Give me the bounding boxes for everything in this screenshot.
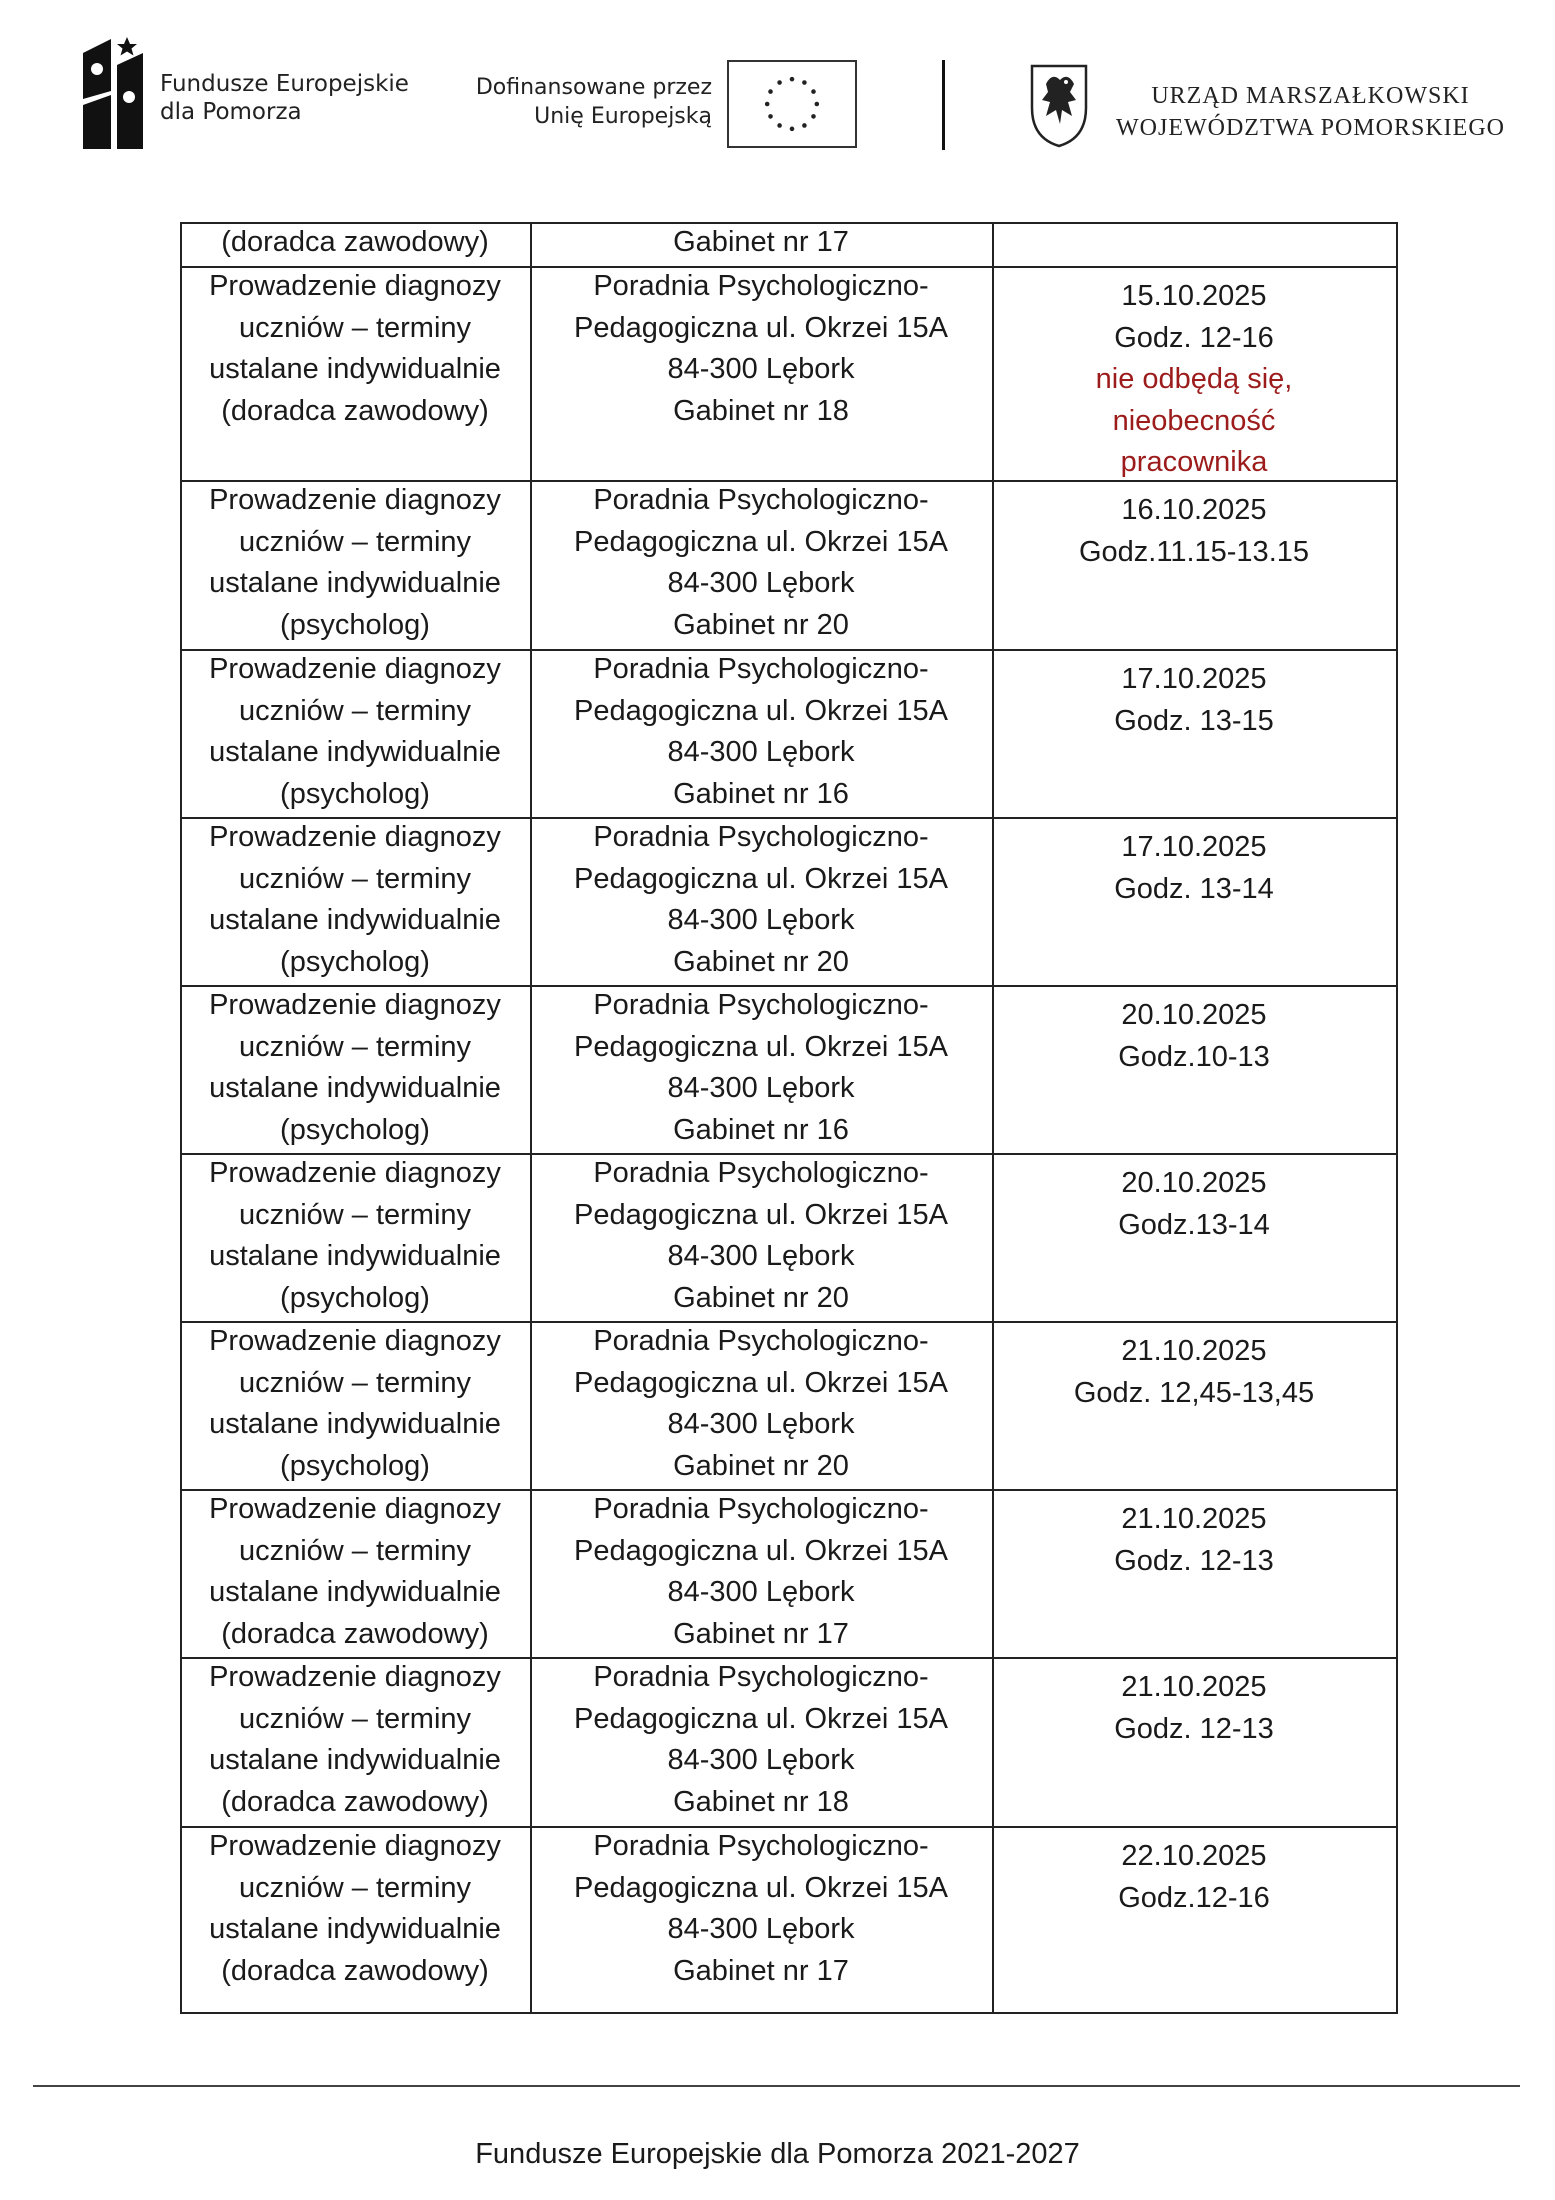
- activity-cell-line: Prowadzenie diagnozy: [209, 484, 501, 516]
- location-cell: [530, 1321, 992, 1487]
- activity-cell-line: ustalane indywidualnie: [209, 1576, 501, 1608]
- activity-cell-line: (psycholog): [280, 1281, 430, 1314]
- umwp-text: [1108, 80, 1513, 144]
- header-separator: [942, 60, 945, 150]
- location-cell: [530, 266, 992, 432]
- activity-cell: [180, 1826, 530, 1992]
- location-cell: [530, 817, 992, 983]
- fe-logo-text: [160, 70, 409, 126]
- date-cell: [992, 1667, 1396, 1750]
- date-cell: [992, 1836, 1396, 1919]
- activity-cell: [180, 1321, 530, 1487]
- date-cell-line: 20.10.2025: [1121, 1167, 1267, 1199]
- activity-cell: [180, 266, 530, 432]
- date-cell: [992, 827, 1396, 910]
- date-cell: [992, 1163, 1396, 1246]
- location-cell-line: Gabinet nr 18: [673, 1785, 849, 1818]
- location-cell-line: 84-300 Lębork: [667, 353, 855, 385]
- activity-cell: [180, 817, 530, 983]
- location-cell-line: Pedagogiczna ul. Okrzei 15A: [574, 1534, 948, 1567]
- eu-star: [802, 80, 807, 85]
- location-cell-line: Pedagogiczna ul. Okrzei 15A: [574, 1366, 948, 1399]
- activity-cell: [180, 649, 530, 815]
- location-cell: [530, 1489, 992, 1655]
- location-cell-line: Gabinet nr 18: [673, 394, 849, 427]
- location-cell-line: Pedagogiczna ul. Okrzei 15A: [574, 1871, 948, 1904]
- location-cell-line: Gabinet nr 20: [673, 1281, 849, 1314]
- fe-logo-icon: [83, 35, 145, 153]
- location-cell-line: 84-300 Lębork: [667, 736, 855, 768]
- activity-cell: [180, 1153, 530, 1319]
- location-cell-line: Pedagogiczna ul. Okrzei 15A: [574, 525, 948, 558]
- date-cell-line: Godz. 13-14: [1114, 872, 1274, 905]
- location-cell-line: Poradnia Psychologiczno-: [593, 821, 929, 853]
- eu-star: [777, 80, 782, 85]
- date-cell-line: 22.10.2025: [1121, 1840, 1267, 1872]
- location-cell-line: Poradnia Psychologiczno-: [593, 1493, 929, 1525]
- activity-cell-line: uczniów – terminy: [238, 694, 472, 727]
- location-cell: [530, 222, 992, 264]
- date-cell-line: 16.10.2025: [1121, 494, 1267, 526]
- location-cell-line: Poradnia Psychologiczno-: [593, 1325, 929, 1357]
- location-cell: [530, 1826, 992, 1992]
- activity-cell-line: ustalane indywidualnie: [209, 1913, 501, 1945]
- location-cell-line: 84-300 Lębork: [667, 1576, 855, 1608]
- location-cell-line: Pedagogiczna ul. Okrzei 15A: [574, 862, 948, 895]
- location-cell-line: Gabinet nr 16: [673, 1113, 849, 1146]
- activity-cell-line: Prowadzenie diagnozy: [209, 270, 501, 302]
- eu-star: [790, 77, 795, 82]
- activity-cell-line: Prowadzenie diagnozy: [209, 821, 501, 853]
- activity-cell-line: ustalane indywidualnie: [209, 1072, 501, 1104]
- activity-cell-line: (psycholog): [280, 1113, 430, 1146]
- table-column-border: [1396, 222, 1398, 2014]
- activity-cell: [180, 1489, 530, 1655]
- location-cell-line: 84-300 Lębork: [667, 904, 855, 936]
- location-cell-line: 84-300 Lębork: [667, 567, 855, 599]
- eu-flag-icon: [727, 60, 857, 148]
- eu-star: [811, 89, 816, 94]
- activity-cell-line: (psycholog): [280, 945, 430, 978]
- activity-cell-line: uczniów – terminy: [238, 1702, 472, 1735]
- date-cell: [992, 1499, 1396, 1582]
- eu-star: [815, 102, 820, 107]
- eu-star: [811, 114, 816, 119]
- activity-cell-line: (psycholog): [280, 608, 430, 641]
- eu-line-1: Dofinansowane przez: [475, 75, 712, 100]
- activity-cell: [180, 1657, 530, 1823]
- activity-cell-line: uczniów – terminy: [238, 1534, 472, 1567]
- date-cell-line: 21.10.2025: [1121, 1671, 1267, 1703]
- date-cell: [992, 1331, 1396, 1414]
- location-cell-line: Poradnia Psychologiczno-: [593, 270, 929, 302]
- fe-line-2: dla Pomorza: [160, 99, 302, 125]
- activity-cell-line: (doradca zawodowy): [221, 394, 489, 427]
- date-cell: [992, 490, 1396, 573]
- date-cell-line: Godz.12-16: [1118, 1881, 1270, 1914]
- page-header: [0, 0, 1555, 180]
- location-cell: [530, 1153, 992, 1319]
- activity-cell-line: uczniów – terminy: [238, 1871, 472, 1904]
- location-cell-line: Gabinet nr 17: [673, 1617, 849, 1650]
- location-cell-line: Poradnia Psychologiczno-: [593, 1157, 929, 1189]
- eu-star: [802, 123, 807, 128]
- date-cell-line: 21.10.2025: [1121, 1335, 1267, 1367]
- activity-cell-line: uczniów – terminy: [238, 525, 472, 558]
- eu-line-2: Unię Europejską: [534, 104, 712, 129]
- activity-cell-line: Prowadzenie diagnozy: [209, 1157, 501, 1189]
- activity-cell-line: uczniów – terminy: [238, 311, 472, 344]
- location-cell: [530, 1657, 992, 1823]
- location-cell-line: Pedagogiczna ul. Okrzei 15A: [574, 694, 948, 727]
- location-cell-line: Gabinet nr 17: [673, 1954, 849, 1987]
- location-cell-line: Poradnia Psychologiczno-: [593, 989, 929, 1021]
- activity-cell-line: (doradca zawodowy): [221, 1785, 489, 1818]
- location-cell-line: Pedagogiczna ul. Okrzei 15A: [574, 311, 948, 344]
- activity-cell: [180, 222, 530, 264]
- activity-cell-line: ustalane indywidualnie: [209, 567, 501, 599]
- activity-cell-line: (doradca zawodowy): [221, 1617, 489, 1650]
- date-cell-line: 17.10.2025: [1121, 831, 1267, 863]
- location-cell: [530, 985, 992, 1151]
- date-cell-line: 20.10.2025: [1121, 999, 1267, 1031]
- activity-cell-line: Prowadzenie diagnozy: [209, 1325, 501, 1357]
- cancellation-note: nie odbędą się,: [1095, 363, 1293, 395]
- date-cell-line: Godz. 13-15: [1114, 704, 1274, 737]
- date-cell-line: 15.10.2025: [1121, 280, 1267, 312]
- activity-cell: [180, 985, 530, 1151]
- location-cell-line: Gabinet nr 20: [673, 945, 849, 978]
- date-cell-line: Godz. 12-16: [1114, 321, 1274, 354]
- location-cell-line: Gabinet nr 20: [673, 608, 849, 641]
- location-cell-line: Poradnia Psychologiczno-: [593, 1661, 929, 1693]
- date-cell-line: Godz.10-13: [1118, 1040, 1270, 1073]
- date-cell: [992, 659, 1396, 742]
- location-cell-line: Poradnia Psychologiczno-: [593, 1830, 929, 1862]
- location-cell: [530, 480, 992, 646]
- fe-line-1: Fundusze Europejskie: [160, 71, 409, 97]
- activity-cell-line: Prowadzenie diagnozy: [209, 1661, 501, 1693]
- activity-cell-line: uczniów – terminy: [238, 1198, 472, 1231]
- activity-cell: [180, 480, 530, 646]
- activity-cell-line: Prowadzenie diagnozy: [209, 1493, 501, 1525]
- location-cell-line: Pedagogiczna ul. Okrzei 15A: [574, 1702, 948, 1735]
- eu-star: [790, 127, 795, 132]
- activity-cell-line: Prowadzenie diagnozy: [209, 1830, 501, 1862]
- footer-text: Fundusze Europejskie dla Pomorza 2021-2027: [475, 2138, 1080, 2170]
- activity-cell-line: Prowadzenie diagnozy: [209, 989, 501, 1021]
- activity-cell-line: (psycholog): [280, 777, 430, 810]
- date-cell-line: 17.10.2025: [1121, 663, 1267, 695]
- eu-funding-text: [440, 73, 712, 131]
- activity-cell-line: (doradca zawodowy): [221, 1954, 489, 1987]
- date-cell-line: Godz. 12-13: [1114, 1712, 1274, 1745]
- date-cell: [992, 995, 1396, 1078]
- activity-cell-line: ustalane indywidualnie: [209, 1408, 501, 1440]
- activity-cell-line: ustalane indywidualnie: [209, 1240, 501, 1272]
- date-cell-line: Godz.11.15-13.15: [1078, 535, 1310, 568]
- footer-rule: [33, 2085, 1520, 2087]
- location-cell-line: 84-300 Lębork: [667, 1408, 855, 1440]
- activity-cell-line: (doradca zawodowy): [221, 226, 489, 258]
- eu-star: [768, 89, 773, 94]
- location-cell-line: 84-300 Lębork: [667, 1240, 855, 1272]
- location-cell-line: 84-300 Lębork: [667, 1072, 855, 1104]
- activity-cell-line: uczniów – terminy: [238, 862, 472, 895]
- location-cell-line: Gabinet nr 20: [673, 1449, 849, 1482]
- activity-cell-line: Prowadzenie diagnozy: [209, 653, 501, 685]
- activity-cell-line: (psycholog): [280, 1449, 430, 1482]
- date-cell: [992, 276, 1396, 484]
- location-cell: [530, 649, 992, 815]
- location-cell-line: Pedagogiczna ul. Okrzei 15A: [574, 1030, 948, 1063]
- schedule-table: [180, 222, 1396, 2012]
- table-row-border: [180, 2012, 1396, 2014]
- activity-cell-line: uczniów – terminy: [238, 1030, 472, 1063]
- location-cell-line: Pedagogiczna ul. Okrzei 15A: [574, 1198, 948, 1231]
- activity-cell-line: ustalane indywidualnie: [209, 1744, 501, 1776]
- eu-star: [765, 102, 770, 107]
- location-cell-line: Gabinet nr 16: [673, 777, 849, 810]
- date-cell-line: Godz.13-14: [1118, 1208, 1270, 1241]
- location-cell-line: Poradnia Psychologiczno-: [593, 484, 929, 516]
- date-cell-line: Godz. 12-13: [1114, 1544, 1274, 1577]
- eu-star: [768, 114, 773, 119]
- activity-cell-line: uczniów – terminy: [238, 1366, 472, 1399]
- location-cell-line: Gabinet nr 17: [673, 226, 849, 258]
- location-cell-line: 84-300 Lębork: [667, 1744, 855, 1776]
- pomorskie-crest-icon: [1030, 62, 1088, 148]
- activity-cell-line: ustalane indywidualnie: [209, 736, 501, 768]
- umwp-line-1: URZĄD MARSZAŁKOWSKI: [1151, 83, 1470, 109]
- cancellation-note: nieobecność: [1112, 404, 1276, 437]
- umwp-line-2: WOJEWÓDZTWA POMORSKIEGO: [1116, 115, 1505, 141]
- date-cell-line: Godz. 12,45-13,45: [1073, 1376, 1315, 1409]
- cancellation-note: pracownika: [1120, 446, 1268, 478]
- location-cell-line: Poradnia Psychologiczno-: [593, 653, 929, 685]
- location-cell-line: 84-300 Lębork: [667, 1913, 855, 1945]
- eu-star: [777, 123, 782, 128]
- activity-cell-line: ustalane indywidualnie: [209, 904, 501, 936]
- date-cell-line: 21.10.2025: [1121, 1503, 1267, 1535]
- activity-cell-line: ustalane indywidualnie: [209, 353, 501, 385]
